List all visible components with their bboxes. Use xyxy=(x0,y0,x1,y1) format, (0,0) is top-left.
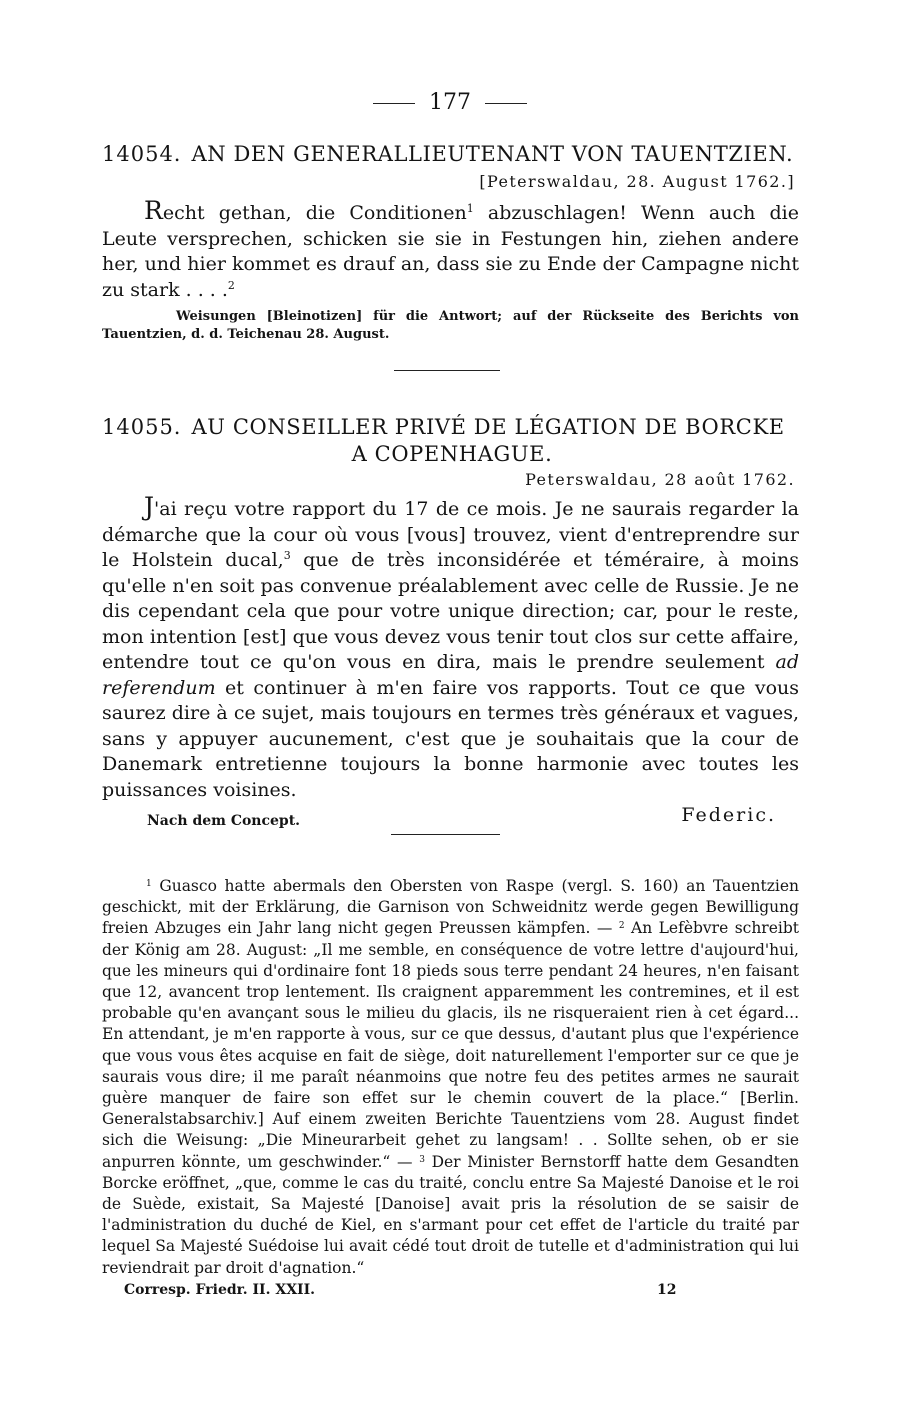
letter-number: 14055. xyxy=(102,415,182,439)
footnote-text: Guasco hatte abermals den Obersten von Raspe (vergl. S. 160) an Tauentzien geschickt, mit der Erklärung, die Garnison von Schweidnitz werde gegen Bewilligung freien Abzuges ein Jahr lang nicht gegen Preussen kämpfen. — xyxy=(102,877,799,938)
editorial-note: Weisungen [Bleinotizen] für die Antwort; auf der Rückseite des Berichts von Tauentzien, d. d. Teichenau 28. August. xyxy=(102,309,799,342)
letter-14054-heading xyxy=(102,140,802,168)
letter-text: et continuer à m'en faire vos rapports. Tout ce que vous saurez dire à ce sujet, mais toujours en termes très généraux et vagues, sans y appuyer aucunement, c'est que je souhaitais que la cour de Danemark entretienne toujours la bonne harmonie avec toutes les puissances voisines. xyxy=(102,676,799,801)
letter-14055-body xyxy=(102,494,799,803)
page-header xyxy=(0,90,900,115)
letter-text: abzuschlagen! Wenn auch die Leute versprechen, schicken sie sie in Festungen hin, ziehen andere her, und hier kommet es drauf an, dass sie zu Ende der Campagne nicht zu stark . . . . xyxy=(102,202,799,301)
volume-signature: Corresp. Friedr. II. XXII. xyxy=(124,1282,316,1298)
footnote-divider xyxy=(391,834,500,835)
source-note: Nach dem Concept. xyxy=(147,813,301,829)
header-rule-right xyxy=(485,103,527,104)
footnote-mark: 3 xyxy=(419,1154,425,1165)
section-divider xyxy=(394,370,500,371)
letter-14054-note xyxy=(102,308,799,344)
header-rule-left xyxy=(373,103,415,104)
signature: Federic. xyxy=(681,804,776,826)
letter-text: echt gethan, die Conditionen xyxy=(162,202,467,224)
letter-title: AU CONSEILLER PRIVÉ DE LÉGATION DE BORCKE xyxy=(191,415,785,439)
footnote-ref: 3 xyxy=(283,549,291,562)
letter-title: AN DEN GENERALLIEUTENANT VON TAUENTZIEN. xyxy=(191,142,794,166)
letter-14055-dateline: Peterswaldau, 28 août 1762. xyxy=(525,470,795,489)
letter-14055-heading xyxy=(102,413,802,441)
footnote-mark: 2 xyxy=(618,921,625,932)
letter-text: 'ai reçu votre rapport du 17 de ce mois. Je ne saurais regarder la démarche que la cour où vous [vous] trouvez, vient d'entreprendre sur le Holstein ducal, xyxy=(102,498,799,571)
footnote-ref: 2 xyxy=(227,278,235,292)
drop-initial: J xyxy=(144,492,155,521)
footnote-mark: 1 xyxy=(146,879,152,889)
footnote-text: Der Minister Bernstorff hatte dem Gesandten Borcke eröffnet, „que, comme le cas du traité, conclu entre Sa Majesté Danoise et le roi de Suède, existait, Sa Majesté [Danoise] avait pris la résolution de se saisir de l'administration du duché de Kiel, en s'armant pour cet effet de l'article du traité par lequel Sa Majesté Suédoise lui avait cédé tout droit de tutelle et d'administration qui lui reviendrait par droit d'agnation.“ xyxy=(102,1152,800,1277)
drop-initial: R xyxy=(144,196,163,225)
letter-text: que de très inconsidérée et téméraire, à moins qu'elle n'en soit pas convenue préalablement avec celle de Russie. Je ne dis cependant cela que pour votre unique direction; car, pour le reste, mon intention [est] que vous devez vous tenir tout clos sur cette affaire, entendre tout ce qu'on vous en dira, mais le prendre seulement xyxy=(102,549,799,673)
italic-phrase: ad referendum xyxy=(102,651,799,699)
letter-14054-dateline: [Peterswaldau, 28. August 1762.] xyxy=(479,172,795,191)
letter-number: 14054. xyxy=(102,142,182,166)
page-number: 177 xyxy=(429,90,471,115)
footnote-ref: 1 xyxy=(466,202,474,215)
letter-14054-body xyxy=(102,198,799,303)
letter-14055-heading-line2: A COPENHAGUE. xyxy=(351,442,553,466)
sheet-number: 12 xyxy=(657,1282,677,1298)
footnotes xyxy=(102,876,799,1279)
footnote-text: An Lefèbvre schreibt der König am 28. August: „Il me semble, en conséquence de votre lettre d'aujourd'hui, que les mineurs qui d'ordinaire font 18 pieds sous terre pendant 24 heures, n'en faisant que 12, avancent trop lentement. Ils craignent apparemment les contremines, et il est probable qu'en avançant sous le milieu du glacis, ils ne risqueraient rien à cet égard... En attendant, je m'en rapporte à vous, sur ce que dessus, d'autant plus que l'expérience que vous vous êtes acquise en fait de siège, doit naturellement l'emporter sur ce que je saurais vous dire; il me paraît néanmoins que notre feu des petites armes ne saurait guère manquer de faire son effet sur le chemin couvert de la place.“ [Berlin. Generalstabsarchiv.] Auf einem zweiten Berichte Tauentziens vom 28. August findet sich die Weisung: „Die Mineurarbeit gehet zu langsam! . . Sollte sehen, ob er sie anpurren könnte, um geschwinder.“ — xyxy=(102,919,799,1171)
